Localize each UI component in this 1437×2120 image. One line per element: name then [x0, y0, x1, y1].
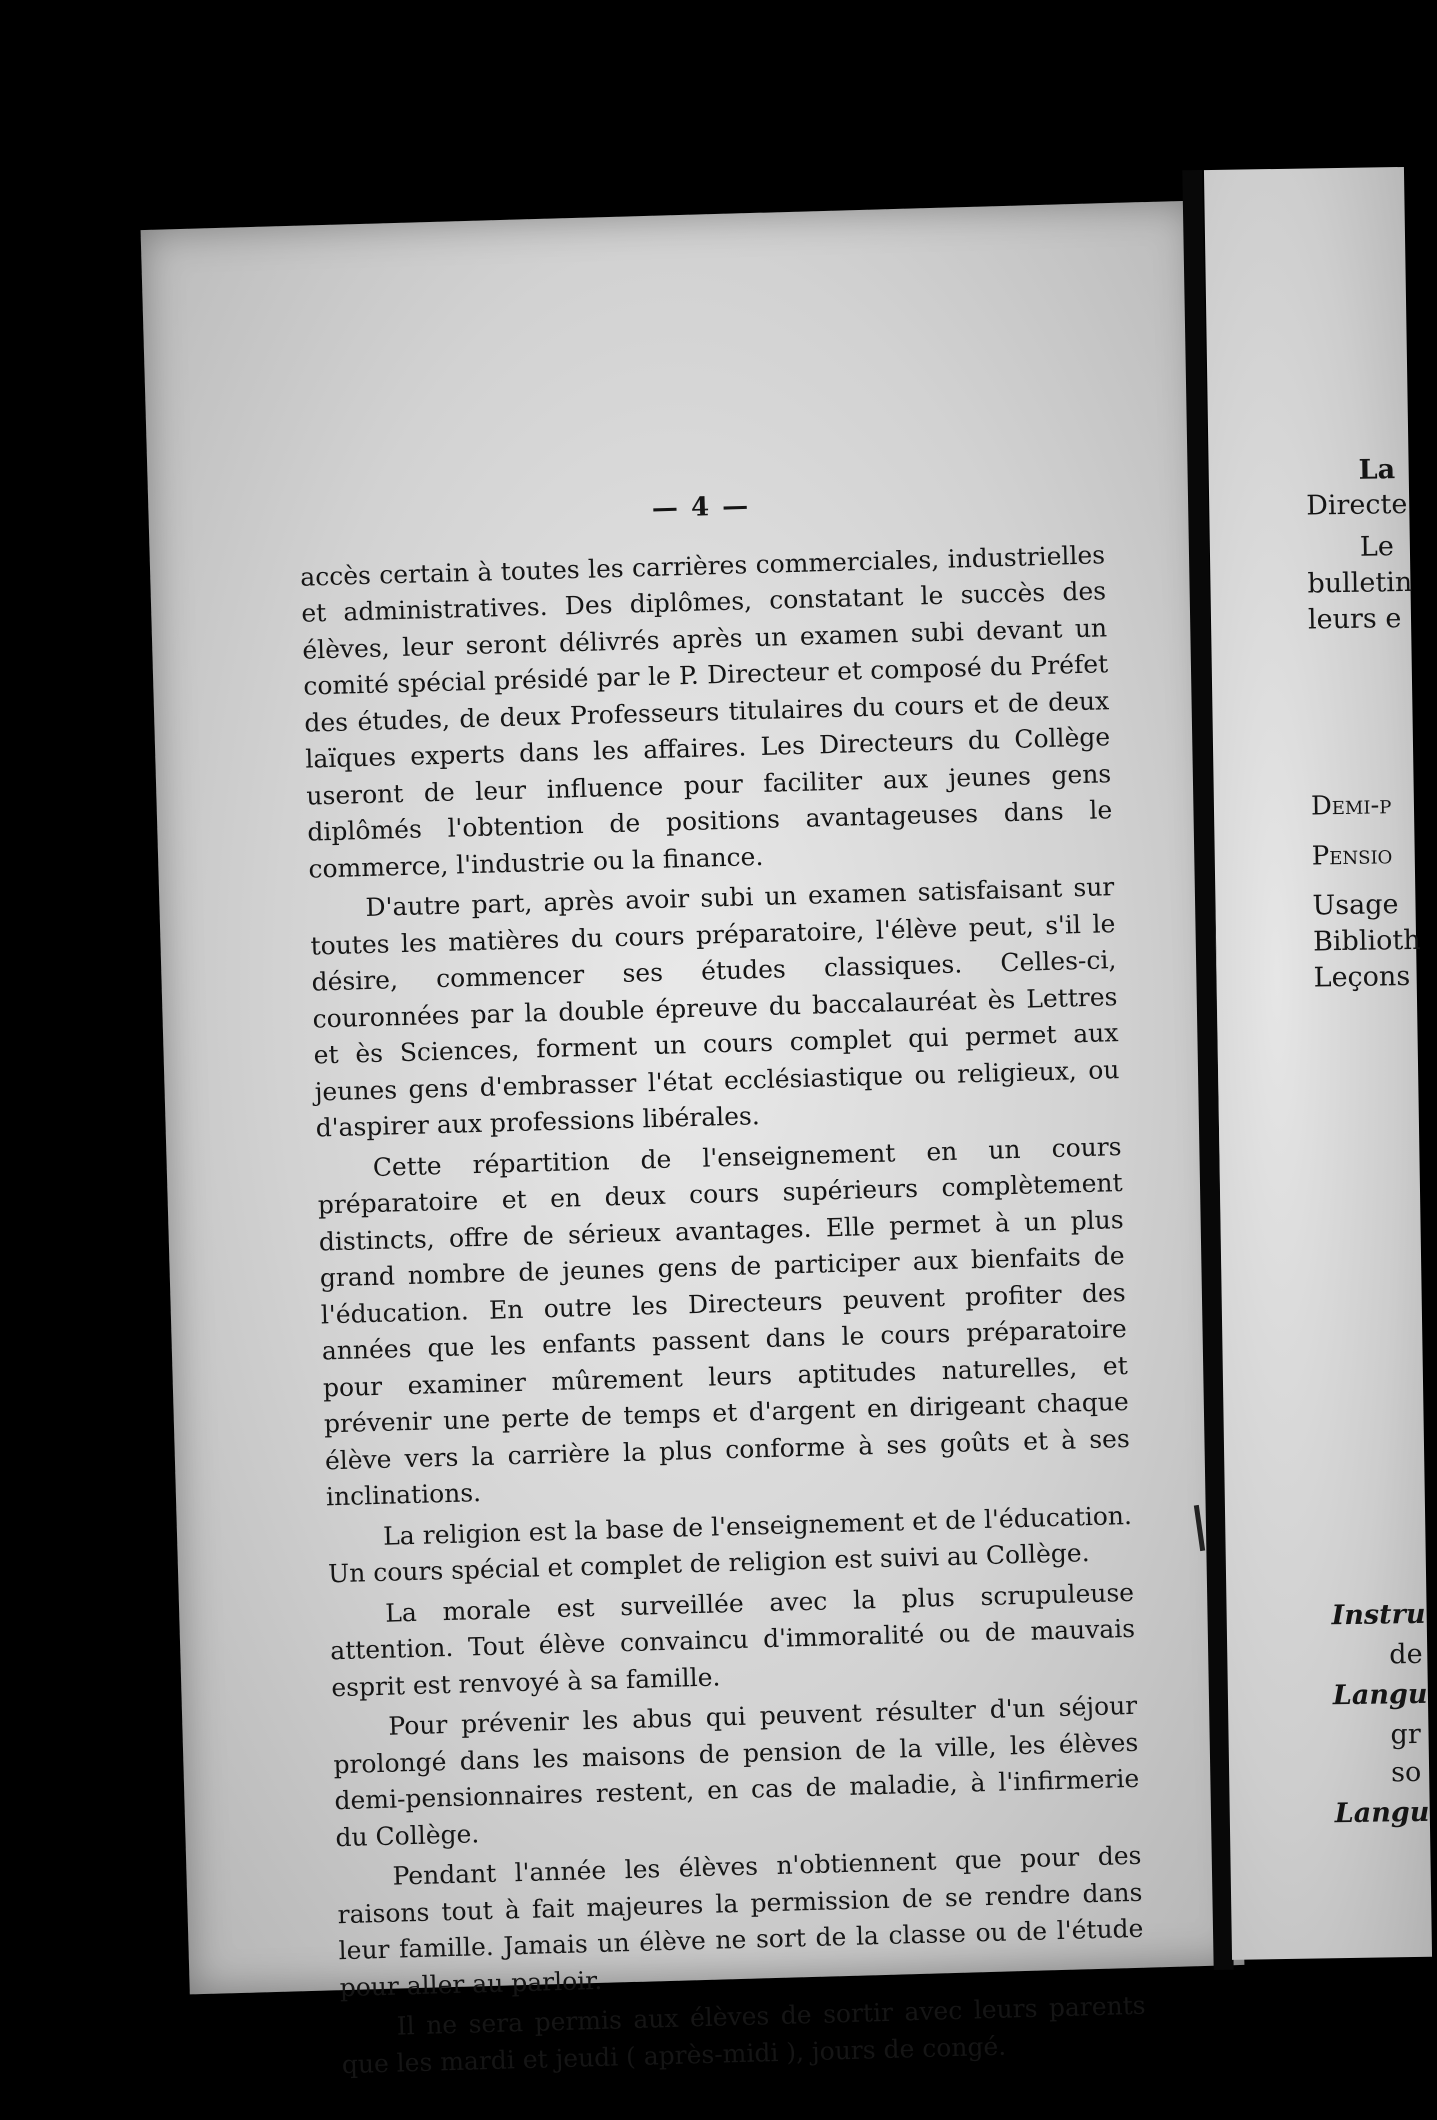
right-line-3: Le: [1359, 531, 1395, 563]
right-line-13: Langu: [1332, 1678, 1428, 1712]
right-line-2: Directe: [1305, 488, 1408, 522]
paragraph-6: Pour prévenir les abus qui peuvent résulter d'un séjour prolongé dans les maisons de pension de la ville, les élèves demi-pensionnaires restent, en cas de maladie, à l'infirmerie du Collège.: [333, 1690, 1140, 1852]
paragraph-4: La religion est la base de l'enseignement et de l'éducation. Un cours spécial et complet de religion est suivi au Collège.: [327, 1500, 1133, 1589]
right-line-6: Demi-p: [1310, 790, 1392, 822]
right-line-8: Usage: [1312, 889, 1399, 922]
paragraph-3: Cette répartition de l'enseignement en un cours préparatoire et en deux cours supérieurs complètement distincts, offre de sérieux avantages. Elle permet à un plus grand nombre de jeunes gens de participer aux bienfaits de l'éducation. En outre les Directeurs peuvent profiter des années que les enfants passent dans le cours préparatoire pour examiner mûrement leurs aptitudes naturelles, et prévenir une perte de temps et d'argent en dirigeant chaque élève vers la carrière la plus conforme à ses goûts et à ses inclinations.: [317, 1131, 1131, 1512]
paragraph-7: Pendant l'année les élèves n'obtiennent que pour des raisons tout à fait majeures la permission de se rendre dans leur famille. Jamais un élève ne sort de la classe ou de l'étude pour aller au parloir.: [337, 1840, 1144, 2002]
paragraph-8: Il ne sera permis aux élèves de sortir avec leurs parents que les mardi et jeudi ( après-midi ), jours de congé.: [341, 1990, 1146, 2079]
right-line-9: Biblioth: [1312, 924, 1421, 958]
left-page-text: [298, 478, 1147, 2083]
right-line-14: gr: [1390, 1718, 1421, 1751]
right-line-15: so: [1390, 1756, 1422, 1789]
page-number: — 4 —: [651, 491, 751, 524]
paragraph-1: accès certain à toutes les carrières commerciales, industrielles et administratives. Des diplômes, constatant le succès des élèves, leur seront délivrés après un examen subi devant un comité spécial présidé par le P. Directeur et composé du Préfet des études, de deux Professeurs titulaires du cours et de deux laïques experts dans les affaires. Les Directeurs du Collège useront de leur influence pour faciliter aux jeunes gens diplômés l'obtention de positions avantageuses dans le commerce, l'industrie ou la finance.: [299, 539, 1113, 884]
right-line-10: Leçons: [1313, 960, 1411, 994]
paragraph-2: D'autre part, après avoir subi un examen satisfaisant sur toutes les matières du cours préparatoire, l'élève peut, s'il le désire, commencer ses études classiques. Celles-ci, couronnées par la double épreuve du baccalauréat ès Lettres et ès Sciences, forment un cours complet qui permet aux jeunes gens d'embrasser l'état ecclésiastique ou religieux, ou d'aspirer aux professions libérales.: [310, 872, 1120, 1143]
right-line-11: Instru: [1331, 1598, 1426, 1632]
right-page: [1204, 167, 1432, 1960]
left-page: [141, 201, 1245, 2079]
right-line-12: de: [1389, 1638, 1423, 1671]
right-line-1: La: [1358, 454, 1396, 486]
right-line-4: bulletin: [1307, 566, 1413, 600]
right-line-5: leurs e: [1307, 603, 1402, 636]
paragraph-5: La morale est surveillée avec la plus scrupuleuse attention. Tout élève convaincu d'immoralité ou de mauvais esprit est renvoyé à sa famille.: [329, 1577, 1136, 1702]
right-line-7: Pensio: [1311, 840, 1393, 872]
right-line-16: Langu: [1334, 1796, 1430, 1830]
